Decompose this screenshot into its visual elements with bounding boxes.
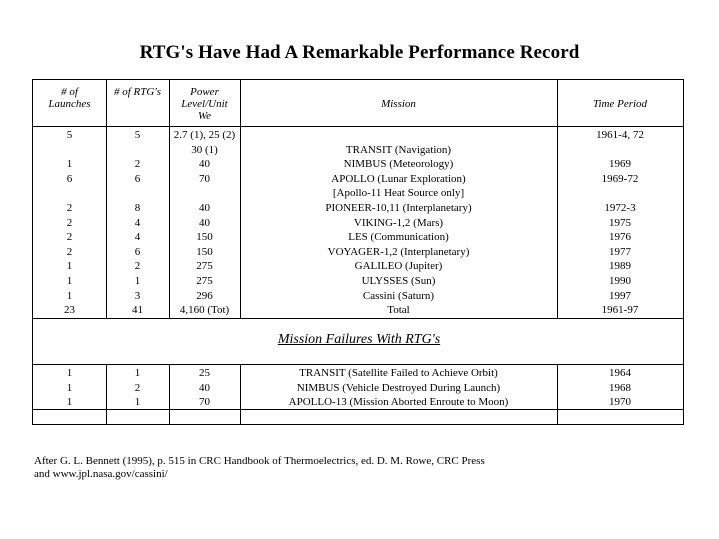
- row-7-launches: 2: [66, 231, 73, 244]
- row-12-rtgs: 41: [132, 304, 143, 317]
- row-10-mission: ULYSSES (Sun): [361, 274, 436, 287]
- row-10-launches: 1: [66, 274, 73, 287]
- row-7-power: 150: [196, 231, 213, 244]
- header-rtgs: [106, 86, 169, 98]
- row-3-power: 70: [199, 172, 210, 185]
- row-10-power: 275: [196, 274, 213, 287]
- header-time-line1: Time Period: [592, 98, 648, 110]
- row-12-time: 1961-97: [601, 304, 639, 317]
- row-3-time: 1969-72: [601, 172, 639, 185]
- header-power-line2: Level/Unit: [181, 98, 228, 110]
- row-11-launches: 1: [66, 289, 73, 302]
- row-5-mission: PIONEER-10,11 (Interplanetary): [325, 201, 472, 214]
- header-launches: [33, 86, 106, 110]
- col-launches: [33, 128, 106, 318]
- col-rtgs: [106, 128, 169, 318]
- row-7-time: 1976: [609, 231, 631, 244]
- row-6-launches: 2: [66, 216, 73, 229]
- row-6-rtgs: 4: [134, 216, 141, 229]
- header-launches-line2: Launches: [48, 98, 91, 110]
- failure-row-1-mission: NIMBUS (Vehicle Destroyed During Launch): [296, 381, 501, 394]
- fail-col-rtgs: [106, 366, 169, 410]
- row-4-rtgs: [106, 186, 169, 201]
- failure-row-1-rtgs: 2: [134, 381, 141, 394]
- failure-row-1-time: 1968: [609, 381, 631, 394]
- header-divider: [33, 126, 683, 127]
- failure-row-2-mission: APOLLO-13 (Mission Aborted Enroute to Moon): [288, 396, 509, 409]
- row-1-launches: [33, 143, 106, 158]
- row-7-mission: LES (Communication): [348, 231, 449, 244]
- row-8-mission: VOYAGER-1,2 (Interplanetary): [327, 245, 470, 258]
- fail-col-mission: [240, 366, 557, 410]
- header-power-line1: Power: [190, 86, 219, 98]
- row-2-time: 1969: [609, 158, 631, 171]
- failure-row-0-time: 1964: [609, 367, 631, 379]
- failure-row-2-power: 70: [199, 396, 210, 409]
- row-5-power: 40: [199, 201, 210, 214]
- row-1-mission: TRANSIT (Navigation): [345, 143, 452, 156]
- failures-title: Mission Failures With RTG's: [277, 332, 441, 347]
- failure-row-1-launches: 1: [66, 381, 73, 394]
- row-10-time: 1990: [609, 274, 631, 287]
- source-note: [34, 455, 485, 481]
- failure-row-2-launches: 1: [66, 396, 73, 409]
- header-launches-line1: # of: [61, 86, 78, 98]
- row-5-rtgs: 8: [134, 201, 141, 214]
- row-11-time: 1997: [609, 289, 631, 302]
- row-4-mission: [Apollo-11 Heat Source only]: [332, 187, 465, 200]
- row-1-time: [557, 143, 683, 158]
- col-power: [169, 128, 240, 318]
- row-12-mission: Total: [387, 304, 410, 317]
- row-9-rtgs: 2: [134, 260, 141, 273]
- row-0-launches: 5: [66, 129, 73, 141]
- row-2-launches: 1: [66, 158, 73, 171]
- header-mission: [240, 98, 557, 110]
- failure-row-0-power: 25: [199, 367, 210, 379]
- row-10-rtgs: 1: [134, 274, 141, 287]
- row-12-launches: 23: [64, 304, 75, 317]
- row-3-launches: 6: [66, 172, 73, 185]
- row-9-mission: GALILEO (Jupiter): [354, 260, 443, 273]
- failure-row-0-rtgs: 1: [134, 367, 141, 379]
- row-12-power: 4,160 (Tot): [179, 304, 230, 317]
- row-9-power: 275: [196, 260, 213, 273]
- source-note-line1: After G. L. Bennett (1995), p. 515 in CRC Handbook of Thermoelectrics, ed. D. M. Rowe, CRC Press: [34, 455, 485, 467]
- header-time: [557, 98, 683, 110]
- row-6-power: 40: [199, 216, 210, 229]
- row-3-rtgs: 6: [134, 172, 141, 185]
- row-2-rtgs: 2: [134, 158, 141, 171]
- fail-col-launches: [33, 366, 106, 410]
- source-note-line2: and www.jpl.nasa.gov/cassini/: [34, 468, 168, 480]
- row-5-time: 1972-3: [604, 201, 636, 214]
- failure-row-2-rtgs: 1: [134, 396, 141, 409]
- row-9-launches: 1: [66, 260, 73, 273]
- fail-col-time: [557, 366, 683, 410]
- row-0-power: 2.7 (1), 25 (2): [173, 129, 236, 141]
- row-0-time: 1961-4, 72: [596, 129, 644, 141]
- row-8-rtgs: 6: [134, 245, 141, 258]
- row-6-mission: VIKING-1,2 (Mars): [353, 216, 444, 229]
- failure-row-2-time: 1970: [609, 396, 631, 409]
- row-8-launches: 2: [66, 245, 73, 258]
- row-9-time: 1989: [609, 260, 631, 273]
- row-11-power: 296: [196, 289, 213, 302]
- row-8-power: 150: [196, 245, 213, 258]
- row-0-rtgs: 5: [134, 129, 141, 141]
- row-2-mission: NIMBUS (Meteorology): [343, 158, 454, 171]
- header-rtgs-line1: # of RTG's: [114, 86, 161, 98]
- row-4-power: [169, 186, 240, 201]
- row-1-power: 30 (1): [191, 143, 218, 156]
- row-11-rtgs: 3: [134, 289, 141, 302]
- failure-row-1-power: 40: [199, 381, 210, 394]
- header-power: [169, 86, 240, 122]
- col-mission: [240, 128, 557, 318]
- header-power-line3: We: [197, 110, 212, 122]
- page-title: RTG's Have Had A Remarkable Performance Record: [139, 42, 580, 63]
- row-4-time: [557, 186, 683, 201]
- row-11-mission: Cassini (Saturn): [362, 289, 435, 302]
- row-2-power: 40: [199, 158, 210, 171]
- row-3-mission: APOLLO (Lunar Exploration): [331, 172, 466, 185]
- row-4-launches: [33, 186, 106, 201]
- failure-row-0-launches: 1: [66, 367, 73, 379]
- rtg-table: [32, 79, 684, 425]
- fail-col-power: [169, 366, 240, 410]
- row-7-rtgs: 4: [134, 231, 141, 244]
- row-8-time: 1977: [609, 245, 631, 258]
- failures-header-divider: [33, 364, 683, 365]
- total-bottom-divider: [33, 318, 683, 319]
- header-mission-line1: Mission: [381, 98, 416, 110]
- col-time: [557, 128, 683, 318]
- row-1-rtgs: [106, 143, 169, 158]
- row-6-time: 1975: [609, 216, 631, 229]
- row-5-launches: 2: [66, 201, 73, 214]
- row-0-mission: [240, 128, 557, 143]
- failure-row-0-mission: TRANSIT (Satellite Failed to Achieve Orbit): [299, 367, 498, 379]
